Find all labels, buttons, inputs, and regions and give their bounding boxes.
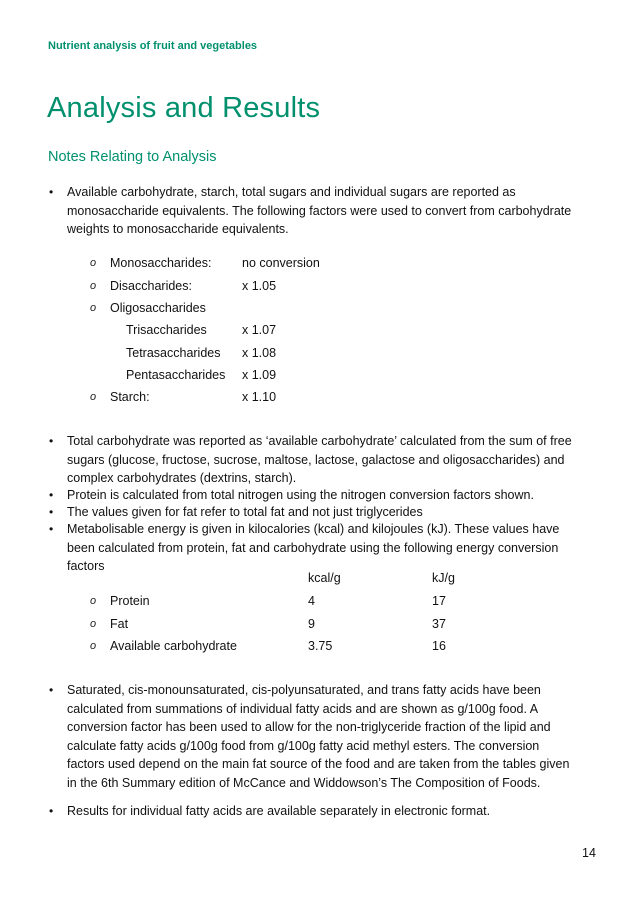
factor-name: Monosaccharides: xyxy=(110,256,212,270)
bullet-fat xyxy=(49,503,589,522)
sub-bullet-marker: o xyxy=(90,280,97,292)
bullet-line: Available carbohydrate, starch, total sugars and individual sugars are reported as xyxy=(67,185,516,199)
sub-bullet-marker: o xyxy=(90,302,97,314)
energy-row-name: Available carbohydrate xyxy=(110,639,237,653)
sub-bullet-marker: o xyxy=(90,595,97,607)
energy-row-kj: 17 xyxy=(432,594,446,608)
bullet-dot: • xyxy=(49,804,54,818)
factor-name: Starch: xyxy=(110,390,150,404)
bullet-line: in the 6th Summary edition of McCance and Widdowson’s The Composition of Foods. xyxy=(67,775,541,790)
factor-value: x 1.10 xyxy=(242,390,277,404)
bullet-line: complex carbohydrates (dextrins, starch). xyxy=(67,471,297,485)
page-title: Analysis and Results xyxy=(47,92,321,124)
bullet-line: The values given for fat refer to total fat and not just triglycerides xyxy=(67,505,423,519)
sub-bullet-marker: o xyxy=(90,640,97,652)
bullet-dot: • xyxy=(49,185,54,199)
bullet-line: monosaccharide equivalents. The following factors were used to convert from carbohydrate xyxy=(67,203,572,218)
bullet-dot: • xyxy=(49,522,54,536)
energy-row-name: Protein xyxy=(110,594,150,608)
factor-name: Disaccharides: xyxy=(110,279,192,293)
factor-name: Pentasaccharides xyxy=(126,368,226,382)
bullet-total-carbohydrate xyxy=(49,432,589,488)
bullet-dot: • xyxy=(49,434,54,448)
bullet-individual-fatty-acids xyxy=(49,802,589,821)
energy-row-name: Fat xyxy=(110,617,129,631)
bullet-line: calculate fatty acids g/100g food from g/100g fatty acid methyl esters. The conversion xyxy=(67,738,540,753)
bullet-energy xyxy=(49,520,589,576)
bullet-dot: • xyxy=(49,683,54,697)
factor-name: Oligosaccharides xyxy=(110,301,206,315)
factor-value: x 1.05 xyxy=(242,279,277,293)
bullet-line: Saturated, cis-monounsaturated, cis-polyunsaturated, and trans fatty acids have been xyxy=(67,683,541,697)
section-subtitle: Notes Relating to Analysis xyxy=(48,149,217,165)
factor-value: no conversion xyxy=(242,256,320,270)
factor-name: Tetrasaccharides xyxy=(126,346,221,360)
sub-bullet-marker: o xyxy=(90,391,97,403)
sub-bullet-marker: o xyxy=(90,618,97,630)
bullet-line: weights to monosaccharide equivalents. xyxy=(67,222,289,236)
energy-row-kcal: 9 xyxy=(308,617,315,631)
running-header: Nutrient analysis of fruit and vegetables xyxy=(48,40,258,52)
bullet-line: Metabolisable energy is given in kilocalories (kcal) and kilojoules (kJ). These values have xyxy=(67,522,560,536)
bullet-protein xyxy=(49,486,589,505)
energy-row-kcal: 3.75 xyxy=(308,639,333,653)
bullet-line: conversion factor has been used to allow for the non-triglyceride fraction of the lipid and xyxy=(67,720,551,734)
bullet-line: factors xyxy=(67,559,105,573)
factor-value: x 1.07 xyxy=(242,323,277,337)
bullet-line: calculated from summations of individual fatty acids and are shown as g/100g food. A xyxy=(67,701,539,716)
column-header-kcal: kcal/g xyxy=(308,571,341,585)
factor-value: x 1.08 xyxy=(242,346,277,360)
energy-row-kj: 16 xyxy=(432,639,446,653)
energy-row-kcal: 4 xyxy=(308,594,315,608)
bullet-line: been calculated from protein, fat and carbohydrate using the following energy conversion xyxy=(67,540,559,555)
bullet-line: Results for individual fatty acids are available separately in electronic format. xyxy=(67,804,491,818)
bullet-dot: • xyxy=(49,505,54,519)
bullet-line: Protein is calculated from total nitrogen using the nitrogen conversion factors shown. xyxy=(67,488,534,502)
bullet-dot: • xyxy=(49,488,54,502)
factor-value: x 1.09 xyxy=(242,368,277,382)
bullet-fatty-acids xyxy=(49,681,589,792)
bullet-line: Total carbohydrate was reported as ‘available carbohydrate’ calculated from the sum of free xyxy=(67,434,572,448)
sub-bullet-marker: o xyxy=(90,257,97,269)
column-header-kj: kJ/g xyxy=(432,571,455,585)
bullet-line: sugars (glucose, fructose, sucrose, maltose, lactose, galactose and oligosaccharides) and xyxy=(67,452,565,467)
bullet-line: factors used depend on the main fat source of the food and are taken from the tables given xyxy=(67,757,570,771)
factor-name: Trisaccharides xyxy=(126,323,207,337)
bullet-carbohydrate-equivalents xyxy=(49,183,589,239)
energy-row-kj: 37 xyxy=(432,617,446,631)
page-number: 14 xyxy=(582,846,596,860)
